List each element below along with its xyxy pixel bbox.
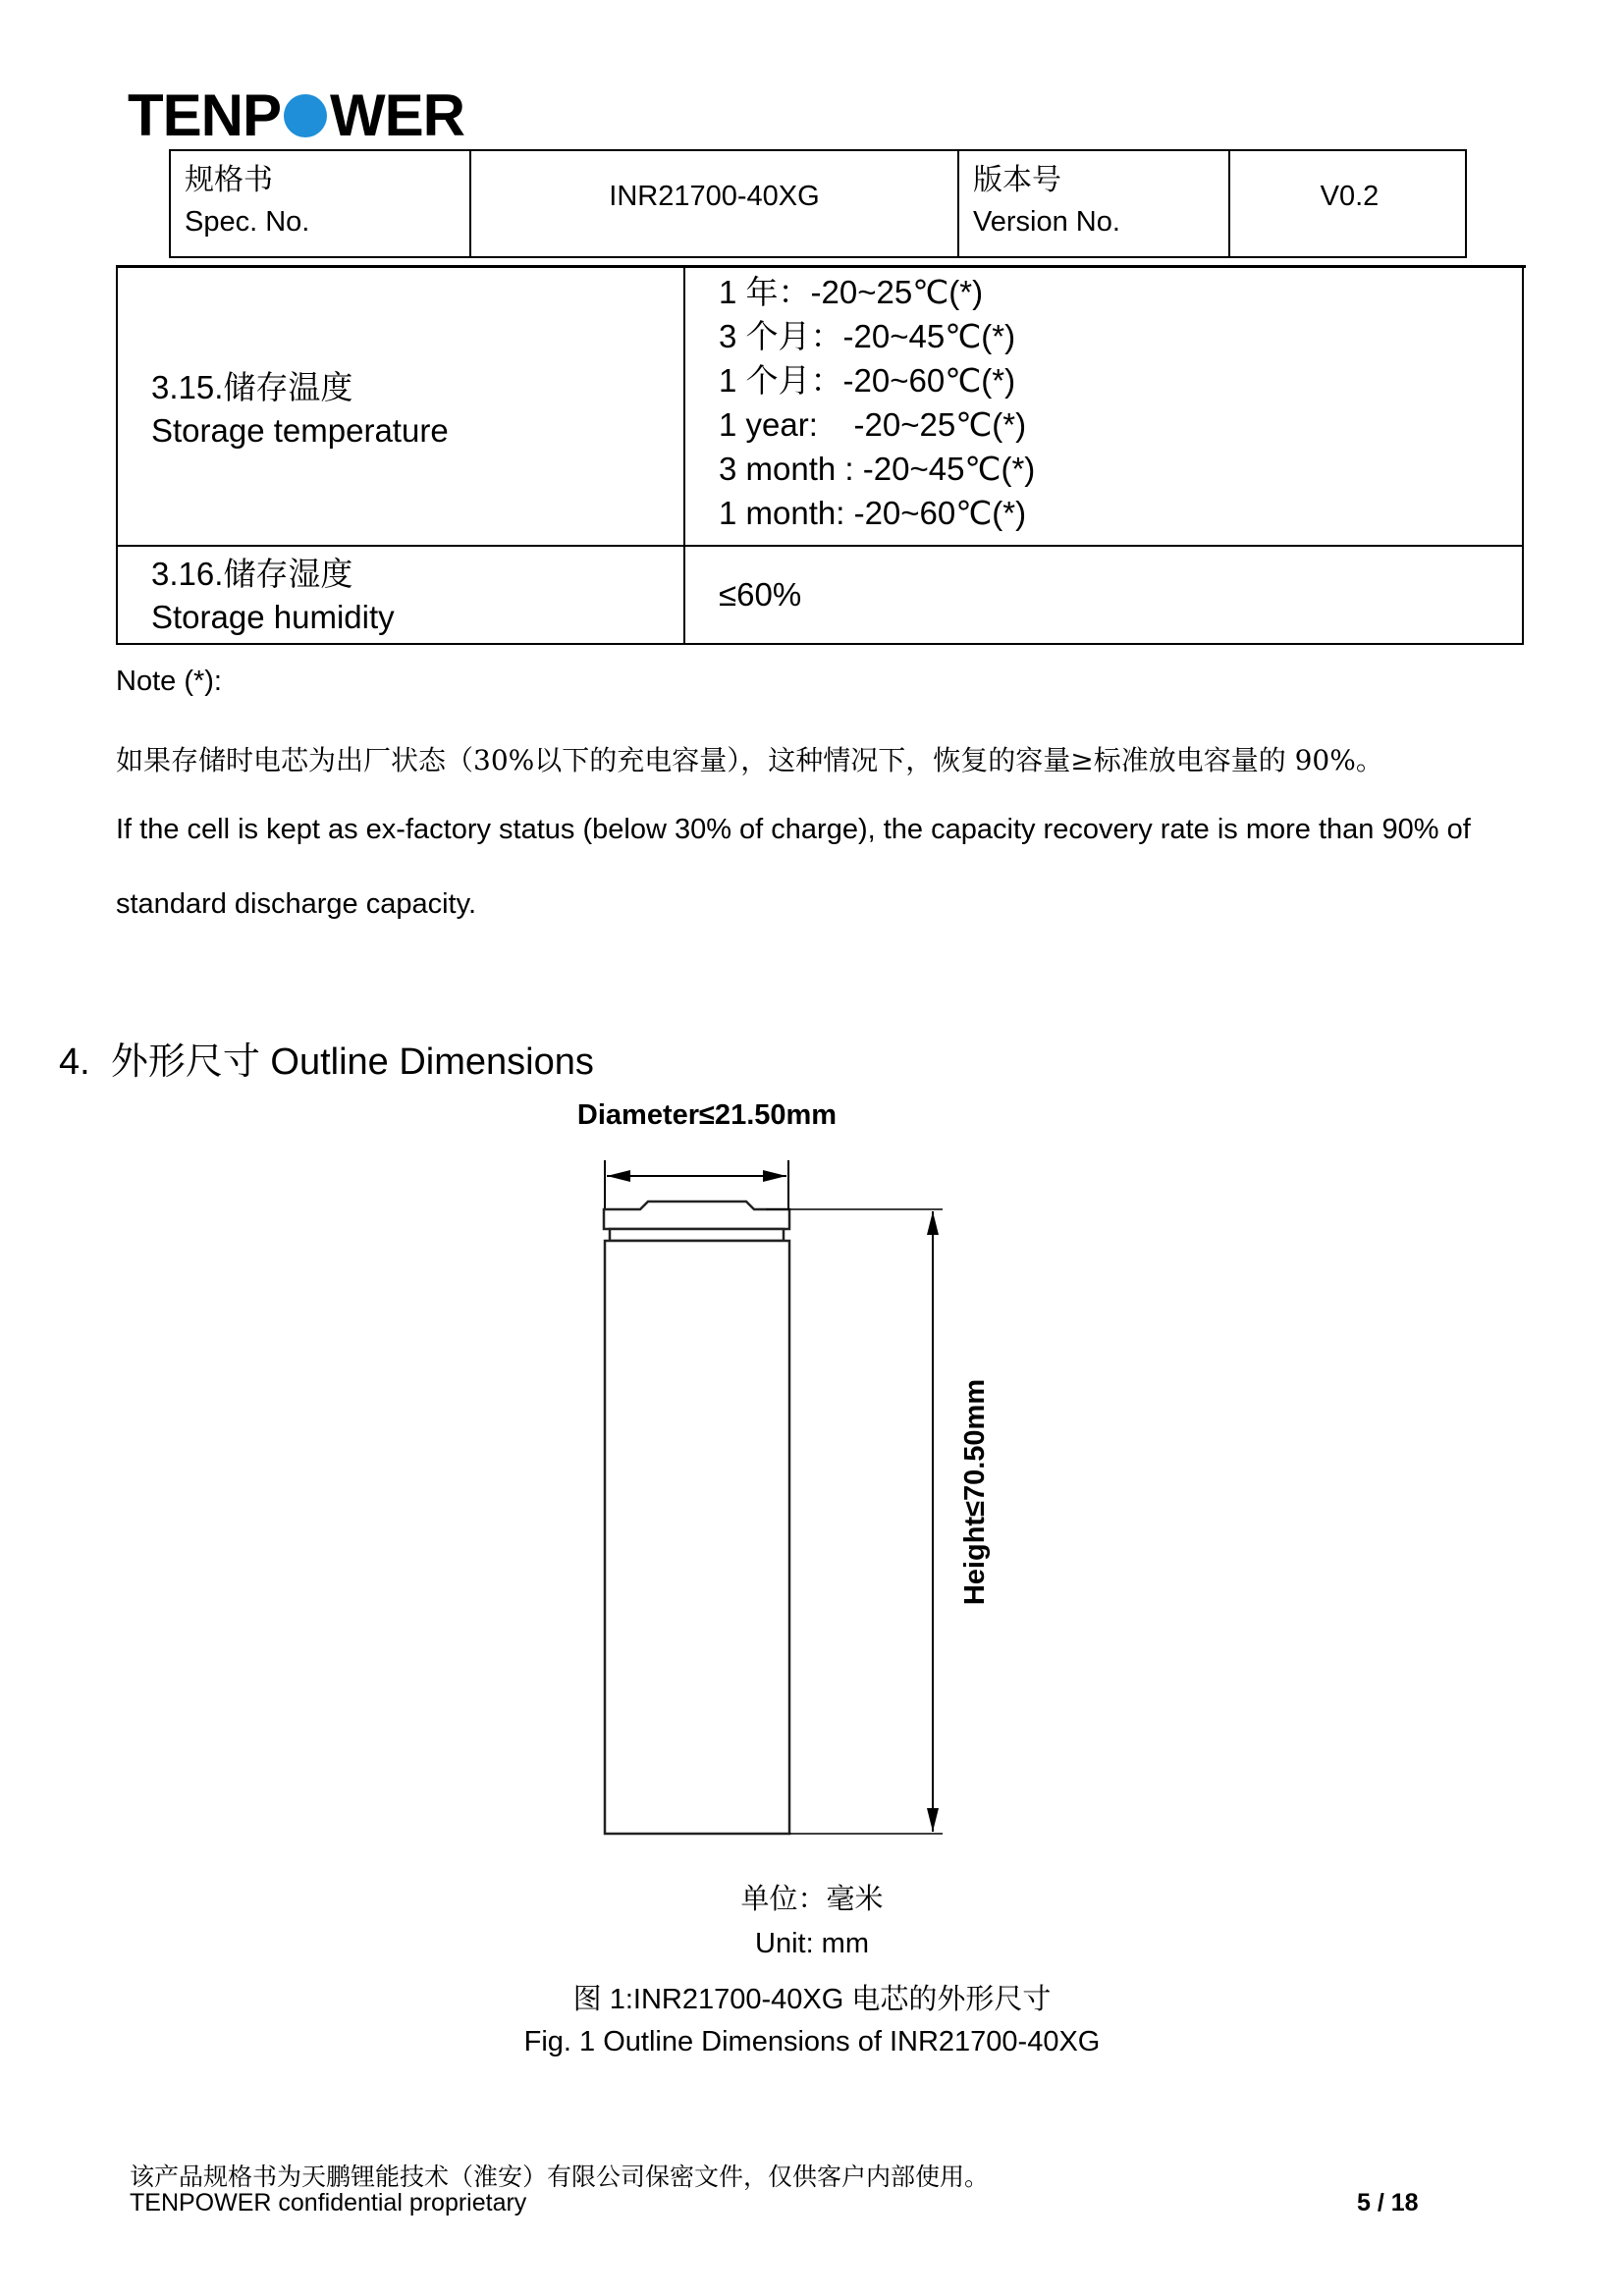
storage-temp-value: 1 year: -20~25℃(*): [719, 406, 1027, 443]
storage-temp-cn: 储存温度: [223, 368, 353, 406]
spec-value-cell: [471, 151, 959, 256]
storage-temp-value: 1 month: -20~60℃(*): [719, 495, 1027, 531]
height-label: Height≤70.50mm: [959, 1378, 991, 1606]
spec-label-en: Spec. No.: [185, 206, 310, 238]
version-number: V0.2: [1320, 181, 1380, 212]
storage-temp-value: 1 个月：-20~60℃(*): [719, 362, 1016, 399]
height-arrow-bottom: [927, 1808, 939, 1832]
storage-humidity-cn: 储存湿度: [223, 555, 353, 593]
note-title: Note (*):: [116, 666, 222, 697]
spec-label-cn: 规格书: [185, 163, 273, 197]
section-number: 4.: [59, 1041, 90, 1083]
table-row-divider: [118, 545, 1522, 547]
storage-humidity-label: [151, 553, 395, 639]
table-column-divider: [683, 268, 685, 643]
storage-temp-label: [151, 366, 449, 453]
diameter-arrow-right: [763, 1170, 786, 1182]
version-label-cell: [959, 151, 1230, 256]
note-text-en: If the cell is kept as ex-factory status (below 30% of charge), the capacity recovery rate is more than 90% of: [116, 814, 1471, 845]
logo-text-end: WER: [330, 82, 465, 148]
height-arrow-top: [927, 1211, 939, 1235]
footer-confidential-cn: 该产品规格书为天鹏锂能技术（淮安）有限公司保密文件，仅供客户内部使用。: [130, 2163, 990, 2191]
storage-humidity-en: Storage humidity: [151, 599, 395, 635]
outline-dimension-diagram: [569, 1099, 1041, 1885]
cell-cap-neck: [610, 1229, 784, 1241]
company-logo: [128, 82, 465, 148]
section-title: 外形尺寸 Outline Dimensions: [110, 1041, 594, 1083]
storage-humidity-num: 3.16.: [151, 556, 224, 592]
storage-humidity-value: ≤60%: [719, 576, 802, 613]
storage-temp-values: [719, 270, 1035, 535]
version-label-cn: 版本号: [973, 163, 1061, 197]
page-number: 5 / 18: [1357, 2189, 1419, 2216]
storage-temp-num: 3.15.: [151, 369, 224, 405]
logo-power-icon: [284, 94, 327, 137]
version-value-cell: [1230, 151, 1469, 256]
cell-body: [605, 1241, 789, 1834]
logo-text-start: TENP: [128, 82, 282, 148]
footer-confidential-en: TENPOWER confidential proprietary: [130, 2189, 527, 2216]
note-text-cn: 如果存储时电芯为出厂状态（30%以下的充电容量），这种情况下，恢复的容量≥标准放电容量的 90%。: [116, 744, 1383, 776]
document-header-table: [169, 149, 1467, 258]
spec-label-cell: [171, 151, 471, 256]
figure-caption-cn: 图 1:INR21700-40XG 电芯的外形尺寸: [572, 1984, 1052, 2015]
spec-table: [116, 268, 1524, 645]
figure-caption-en: Fig. 1 Outline Dimensions of INR21700-40XG: [523, 2026, 1101, 2057]
cell-positive-cap: [604, 1201, 789, 1229]
storage-temp-value: 3 month : -20~45℃(*): [719, 451, 1036, 487]
spec-number: INR21700-40XG: [609, 181, 820, 212]
storage-temp-value: 3 个月：-20~45℃(*): [719, 318, 1016, 354]
unit-label-en: Unit: mm: [755, 1928, 869, 1959]
unit-label-cn: 单位：毫米: [740, 1882, 884, 1915]
storage-temp-value: 1 年：-20~25℃(*): [719, 274, 984, 310]
diameter-arrow-left: [607, 1170, 630, 1182]
section-heading: [59, 1031, 594, 1085]
diameter-label: Diameter≤21.50mm: [576, 1099, 838, 1131]
version-label-en: Version No.: [973, 206, 1120, 238]
storage-temp-en: Storage temperature: [151, 412, 449, 449]
note-text-en-cont: standard discharge capacity.: [116, 888, 477, 920]
